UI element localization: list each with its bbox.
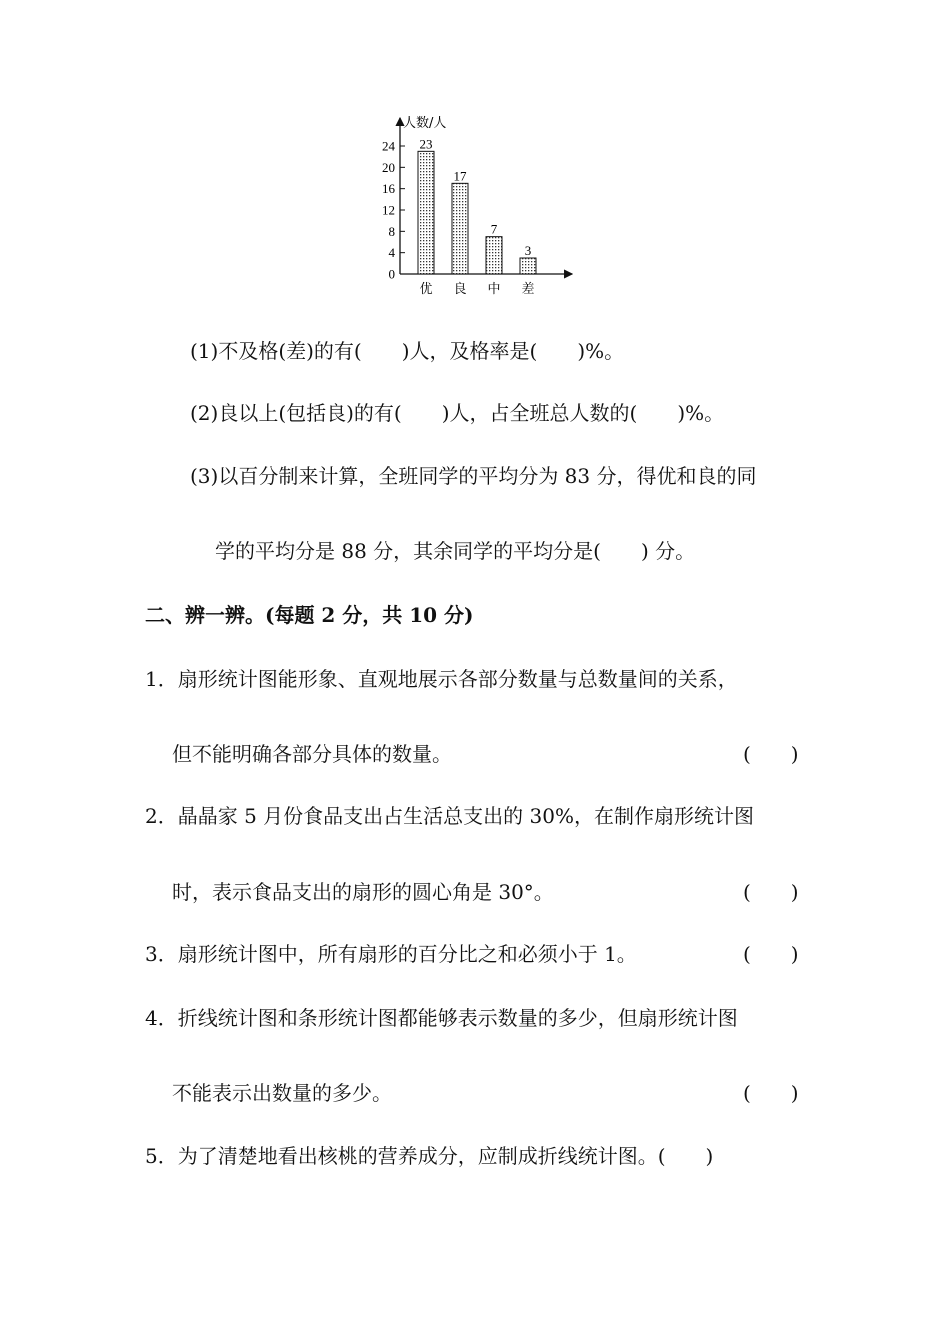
bar-2 bbox=[452, 183, 468, 274]
item-4-line1: 4．折线统计图和条形统计图都能够表示数量的多少，但扇形统计图 bbox=[145, 1006, 738, 1030]
bar-3 bbox=[486, 237, 502, 274]
y-tick-label: 8 bbox=[388, 223, 395, 239]
item-3-answer-bracket: ( ) bbox=[743, 942, 799, 966]
item-1-line2: 但不能明确各部分具体的数量。 bbox=[172, 742, 452, 766]
bar-chart bbox=[360, 108, 580, 298]
item-2-line2: 时，表示食品支出的扇形的圆心角是 30°。 bbox=[172, 880, 554, 904]
x-category-label: 差 bbox=[521, 282, 535, 297]
y-tick-label: 24 bbox=[382, 138, 395, 154]
item-1-answer-bracket: ( ) bbox=[743, 742, 799, 766]
item-1-line1: 1．扇形统计图能形象、直观地展示各部分数量与总数量间的关系， bbox=[145, 667, 738, 691]
bar-value-label: 17 bbox=[453, 168, 467, 184]
x-category-label: 优 bbox=[419, 282, 433, 297]
y-axis-title: 人数/人 bbox=[403, 116, 447, 131]
y-tick-label: 16 bbox=[382, 181, 395, 197]
y-tick-label: 20 bbox=[382, 159, 395, 175]
y-tick-label: 4 bbox=[388, 245, 395, 261]
item-2-line1: 2．晶晶家 5 月份食品支出占生活总支出的 30%，在制作扇形统计图 bbox=[145, 804, 754, 828]
item-2-answer-bracket: ( ) bbox=[743, 880, 799, 904]
question-1-3: (3)以百分制来计算，全班同学的平均分为 83 分，得优和良的同 bbox=[190, 464, 757, 488]
bar-value-label: 23 bbox=[419, 136, 433, 152]
bar-1 bbox=[418, 151, 434, 274]
bar-value-label: 7 bbox=[490, 221, 498, 237]
item-4-line2: 不能表示出数量的多少。 bbox=[172, 1081, 392, 1105]
item-4-answer-bracket: ( ) bbox=[743, 1081, 799, 1105]
question-1-3-continued: 学的平均分是 88 分，其余同学的平均分是( ) 分。 bbox=[215, 539, 696, 563]
bar-value-label: 3 bbox=[524, 243, 532, 258]
x-category-label: 中 bbox=[487, 282, 501, 297]
y-tick-label: 12 bbox=[382, 202, 395, 218]
question-1-1: (1)不及格(差)的有( )人，及格率是( )%。 bbox=[190, 339, 625, 363]
question-1-2: (2)良以上(包括良)的有( )人，占全班总人数的( )%。 bbox=[190, 401, 725, 425]
y-tick-label: 0 bbox=[388, 266, 395, 282]
section-2-heading: 二、辨一辨。(每题 2 分，共 10 分) bbox=[145, 603, 474, 627]
bar-4 bbox=[520, 258, 536, 274]
x-category-label: 良 bbox=[453, 282, 467, 297]
item-3-line1: 3．扇形统计图中，所有扇形的百分比之和必须小于 1。 bbox=[145, 942, 637, 966]
item-5-line1: 5．为了清楚地看出核桃的营养成分，应制成折线统计图。( ) bbox=[145, 1144, 714, 1168]
